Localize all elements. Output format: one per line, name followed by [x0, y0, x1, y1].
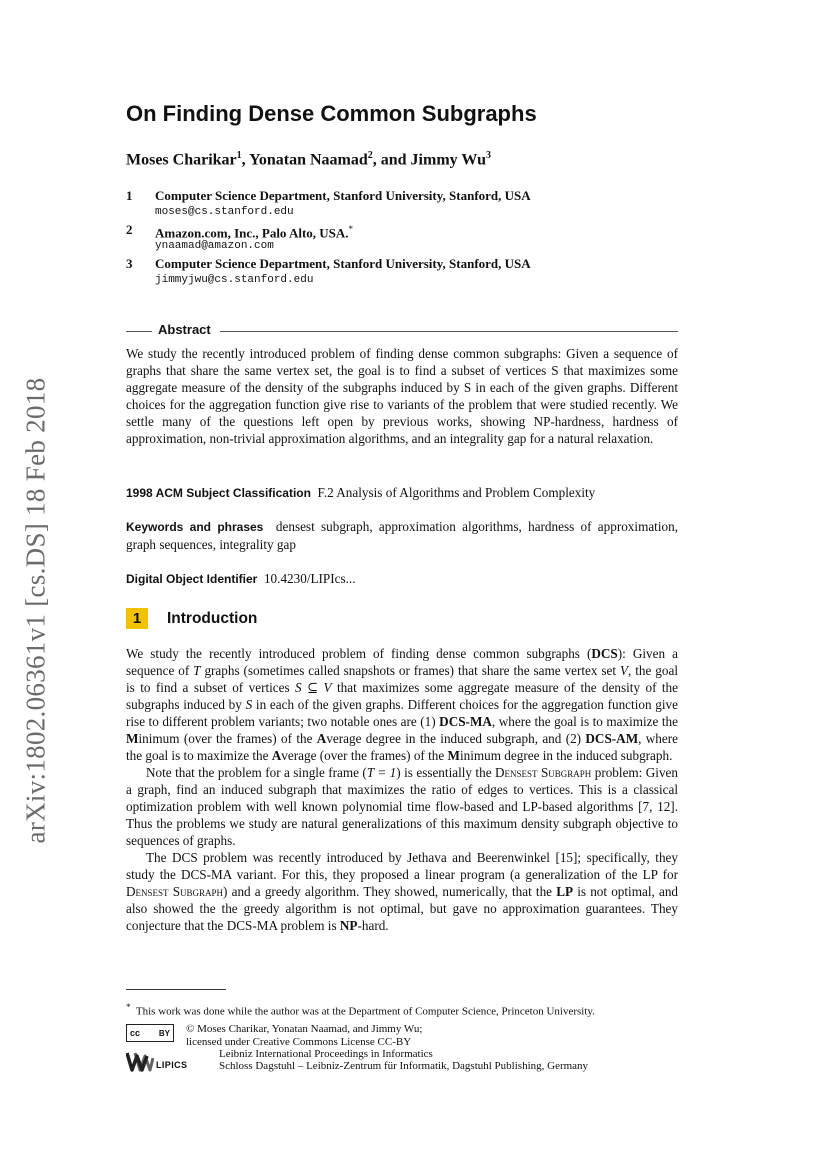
author-affil-mark: 3	[485, 150, 491, 161]
lipics-wordmark: LIPICS	[156, 1060, 188, 1070]
abstract-rule-left	[126, 331, 152, 332]
abstract-rule-right	[220, 331, 678, 332]
affiliation-institution: Computer Science Department, Stanford University, Stanford, USA	[155, 256, 531, 271]
series-line: Leibniz International Proceedings in Informatics	[219, 1048, 433, 1060]
footnote	[126, 1001, 686, 1019]
affiliation-institution: Computer Science Department, Stanford University, Stanford, USA	[155, 188, 531, 203]
paper-title: On Finding Dense Common Subgraphs	[126, 101, 537, 126]
footnote-mark: *	[126, 1002, 131, 1012]
lipics-logo-icon	[126, 1048, 154, 1076]
arxiv-stamp	[18, 370, 54, 850]
keywords-value: densest subgraph, approximation algorithms, hardness of approximation, graph sequences, integrality gap	[126, 519, 678, 552]
acm-label: 1998 ACM Subject Classification	[126, 486, 311, 500]
author-name: Yonatan Naamad	[249, 151, 368, 169]
author-name: Jimmy Wu	[410, 151, 486, 169]
intro-paragraph-1: We study the recently introduced problem of finding dense common subgraphs (DCS): Given a sequence of T graphs (sometimes called snapshots or frames) that share the same vertex set V, the goal is to find a subset of vertices S ⊆ V that maximizes some aggregate measure of the density of the subgraphs induced by S in each of the given graphs. Different choices for the aggregation function give rise to different problem variants; two notable ones are (1) DCS-MA, where the goal is to maximize the Minimum (over the frames) of the Average degree in the induced subgraph, and (2) DCS-AM, where the goal is to maximize the Average (over the frames) of the Minimum degree in the induced subgraph.	[126, 646, 678, 763]
abstract-text: We study the recently introduced problem of finding dense common subgraphs: Given a sequence of graphs that share the same vertex set, the goal is to find a subset of vertices S that maximizes some aggregate measure of the density of the subgraphs induced by S in each of the given graphs. Different choices for the aggregation function give rise to variants of the problem that were studied recently. We settle many of the questions left open by previous works, showing NP-hardness, hardness of approximation, non-trivial approximation algorithms, and an integrality gap for a natural relaxation.	[126, 346, 678, 446]
abstract-label: Abstract	[158, 322, 211, 337]
affiliation-email[interactable]: jimmyjwu@cs.stanford.edu	[155, 274, 314, 286]
publisher-line: Schloss Dagstuhl – Leibniz-Zentrum für Informatik, Dagstuhl Publishing, Germany	[219, 1060, 589, 1072]
doi-value[interactable]: 10.4230/LIPIcs...	[263, 571, 356, 586]
license-text	[186, 1023, 422, 1049]
affiliation-email[interactable]: ynaamad@amazon.com	[155, 240, 274, 252]
affiliation-number: 1	[126, 188, 133, 203]
abstract-heading	[126, 322, 678, 338]
author-affil-mark: 2	[367, 150, 373, 161]
cc-by-badge[interactable]	[126, 1024, 174, 1042]
footnote-text: This work was done while the author was at the Department of Computer Science, Princeton University.	[135, 1005, 595, 1018]
keywords	[126, 518, 678, 553]
acm-value: F.2 Analysis of Algorithms and Problem Complexity	[317, 485, 596, 500]
doi-label: Digital Object Identifier	[126, 572, 258, 586]
affiliation-institution: Amazon.com, Inc., Palo Alto, USA.*	[155, 224, 354, 241]
acm-classification	[126, 484, 678, 502]
publisher-info	[219, 1048, 588, 1072]
footnote-marker: *	[348, 224, 354, 234]
introduction-body	[126, 645, 678, 934]
author-list: Moses Charikar$^1$, Yonatan Naamad$^2$, and Jimmy Wu$^3$	[126, 150, 491, 169]
author-affil-mark: 1	[236, 150, 242, 161]
keywords-label: Keywords and phrases	[126, 520, 264, 534]
intro-paragraph-2: Note that the problem for a single frame (T = 1) is essentially the Densest Subgraph problem: Given a graph, find an induced subgraph that maximizes the ratio of edges to vertices. This is a classical optimization problem with well known polynomial time flow-based and LP-based algorithms [7, 12]. Thus the problems we study are natural generalizations of this maximum density subgraph objective to sequences of graphs.	[126, 765, 679, 848]
section-heading	[126, 608, 678, 630]
cc-icon: cc	[130, 1028, 141, 1038]
license-line: licensed under Creative Commons License CC-BY	[186, 1036, 412, 1048]
affiliation-email[interactable]: moses@cs.stanford.edu	[155, 206, 294, 218]
intro-paragraph-3: The DCS problem was recently introduced by Jethava and Beerenwinkel [15]; specifically, they study the DCS-MA variant. For this, they proposed a linear program (a generalization of the LP for Densest Subgraph) and a greedy algorithm. They showed, numerically, that the LP is not optimal, and also showed the the greedy algorithm is not optimal, but gave no approximation guarantees. They conjecture that the DCS-MA problem is NP-hard.	[126, 850, 679, 933]
section-title: Introduction	[167, 610, 258, 627]
by-icon: BY	[158, 1028, 170, 1038]
author-name: Moses Charikar	[126, 151, 237, 169]
footnote-rule	[126, 989, 226, 990]
affiliation-number: 3	[126, 256, 133, 271]
section-number: 1	[126, 608, 148, 629]
arxiv-id: arXiv:1802.06361v1 [cs.DS] 18 Feb 2018	[20, 377, 51, 843]
copyright-line: © Moses Charikar, Yonatan Naamad, and Jimmy Wu;	[186, 1023, 423, 1035]
affiliation-number: 2	[126, 222, 133, 237]
doi	[126, 570, 678, 588]
abstract-body	[126, 345, 678, 447]
